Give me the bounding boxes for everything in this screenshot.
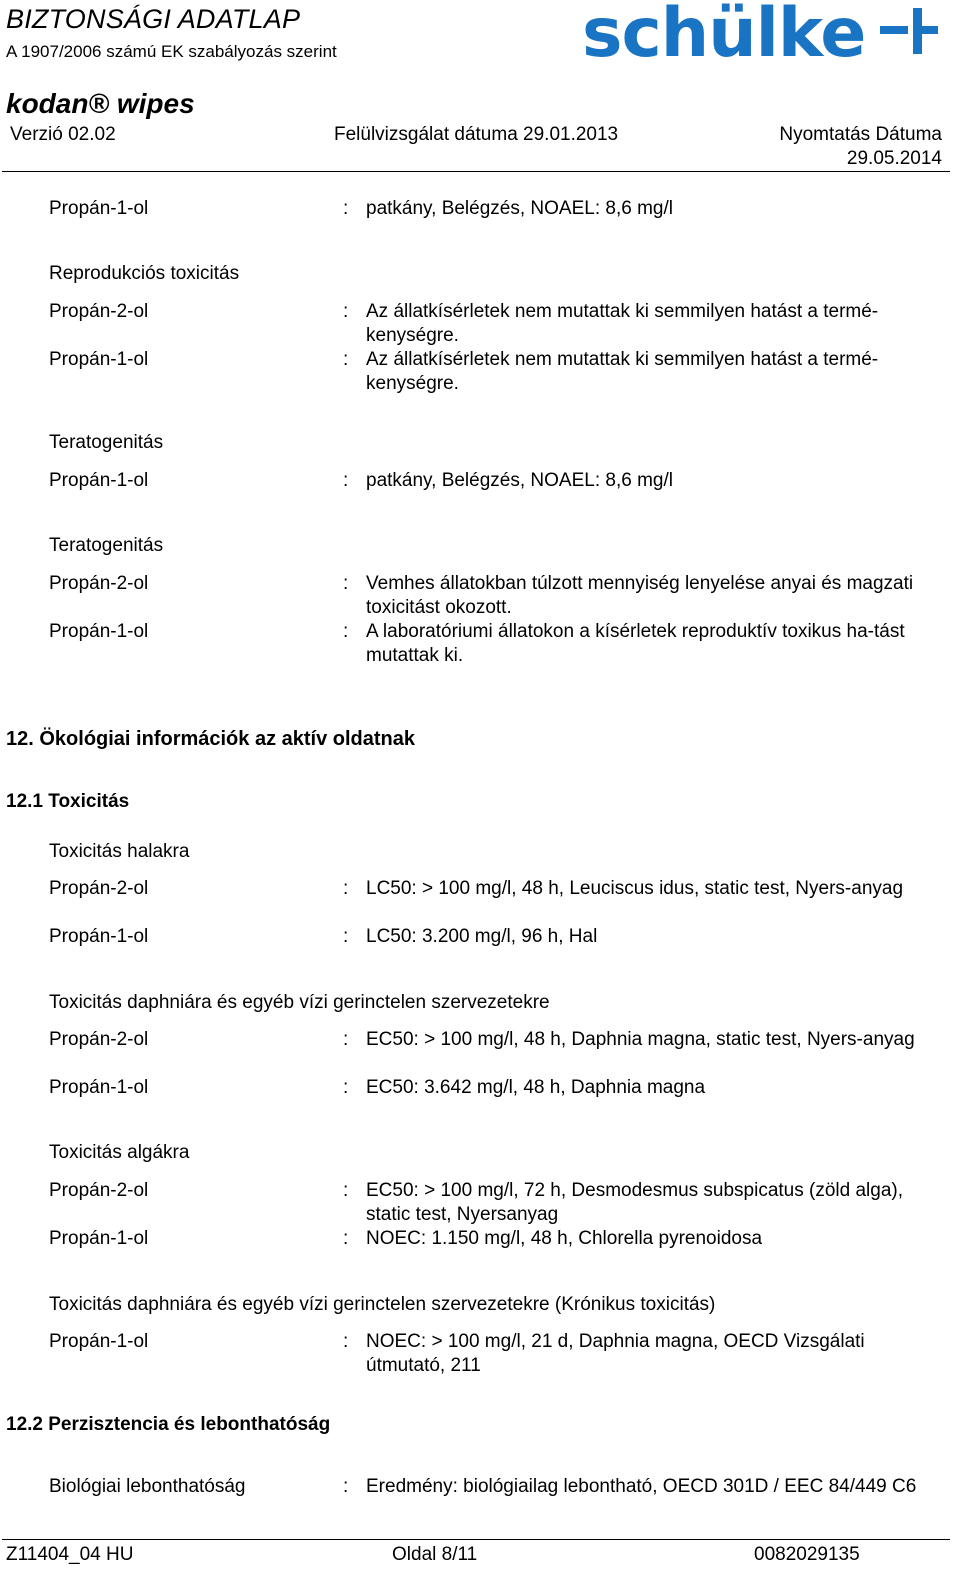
substance-value: Az állatkísérletek nem mutattak ki semmilyen hatást a termé-kenységre.	[366, 349, 879, 394]
substance-value: EC50: > 100 mg/l, 48 h, Daphnia magna, static test, Nyers-anyag	[366, 1029, 915, 1050]
substance-value: EC50: 3.642 mg/l, 48 h, Daphnia magna	[366, 1077, 706, 1098]
colon: :	[343, 1077, 349, 1098]
colon: :	[343, 878, 349, 899]
substance-label: Propán-2-ol	[49, 1180, 149, 1201]
document-title: BIZTONSÁGI ADATLAP	[6, 4, 301, 34]
header-rule	[2, 171, 950, 172]
section-12-2-heading: 12.2 Perzisztencia és lebonthatóság	[6, 1414, 331, 1435]
substance-label: Propán-1-ol	[49, 349, 149, 370]
substance-value: Vemhes állatokban túlzott mennyiség lenyelése anyai és magzati toxicitást okozott.	[366, 573, 914, 618]
subheading-chronic: Toxicitás daphniára és egyéb vízi gerinctelen szervezetekre (Krónikus toxicitás)	[49, 1294, 716, 1315]
substance-value: A laboratóriumi állatokon a kísérletek reproduktív toxikus ha-tást mutattak ki.	[366, 621, 905, 666]
svg-text:schülke: schülke	[582, 0, 866, 72]
substance-label: Biológiai lebonthatóság	[49, 1476, 246, 1497]
substance-value: EC50: > 100 mg/l, 72 h, Desmodesmus subspicatus (zöld alga), static test, Nyersanyag	[366, 1180, 904, 1225]
page-number: Oldal 8/11	[392, 1544, 478, 1565]
section-12-1-heading: 12.1 Toxicitás	[6, 791, 130, 812]
substance-value: patkány, Belégzés, NOAEL: 8,6 mg/l	[366, 198, 673, 219]
substance-value: NOEC: 1.150 mg/l, 48 h, Chlorella pyrenoidosa	[366, 1228, 763, 1249]
document-id: Z11404_04 HU	[6, 1544, 134, 1565]
substance-value: Eredmény: biológiailag lebontható, OECD 301D / EEC 84/449 C6	[366, 1476, 917, 1497]
substance-value: Az állatkísérletek nem mutattak ki semmilyen hatást a termé-kenységre.	[366, 301, 879, 346]
substance-value: LC50: 3.200 mg/l, 96 h, Hal	[366, 926, 598, 947]
colon: :	[343, 198, 349, 219]
substance-value: LC50: > 100 mg/l, 48 h, Leuciscus idus, static test, Nyers-anyag	[366, 878, 904, 899]
substance-label: Propán-1-ol	[49, 1331, 149, 1352]
substance-value: NOEC: > 100 mg/l, 21 d, Daphnia magna, OECD Vizsgálati útmutató, 211	[366, 1331, 865, 1376]
substance-label: Propán-1-ol	[49, 621, 149, 642]
substance-label: Propán-2-ol	[49, 1029, 149, 1050]
subheading-fish: Toxicitás halakra	[49, 841, 190, 862]
colon: :	[343, 1180, 349, 1201]
colon: :	[343, 1029, 349, 1050]
subheading-algae: Toxicitás algákra	[49, 1142, 190, 1163]
regulation-subtitle: A 1907/2006 számú EK szabályozás szerint	[6, 42, 337, 61]
colon: :	[343, 1228, 349, 1249]
schulke-logo	[582, 0, 942, 72]
print-date: 29.05.2014	[846, 148, 942, 169]
substance-value: patkány, Belégzés, NOAEL: 8,6 mg/l	[366, 470, 673, 491]
substance-label: Propán-1-ol	[49, 1228, 149, 1249]
substance-label: Propán-1-ol	[49, 470, 149, 491]
substance-label: Propán-2-ol	[49, 301, 149, 322]
colon: :	[343, 621, 349, 642]
colon: :	[343, 470, 349, 491]
version-label: Verzió 02.02	[10, 124, 116, 145]
footer-rule	[2, 1539, 950, 1540]
subheading-teratogenicity: Teratogenitás	[49, 535, 164, 556]
subheading-reproductive: Reprodukciós toxicitás	[49, 263, 240, 284]
colon: :	[343, 1476, 349, 1497]
revision-date: Felülvizsgálat dátuma 29.01.2013	[334, 124, 619, 145]
section-12-heading: 12. Ökológiai információk az aktív oldatnak	[6, 728, 416, 750]
product-code: 0082029135	[754, 1544, 860, 1565]
substance-label: Propán-2-ol	[49, 573, 149, 594]
subheading-daphnia: Toxicitás daphniára és egyéb vízi gerinctelen szervezetekre	[49, 992, 550, 1013]
substance-label: Propán-1-ol	[49, 1077, 149, 1098]
product-name: kodan® wipes	[6, 88, 195, 119]
substance-label: Propán-1-ol	[49, 198, 149, 219]
colon: :	[343, 349, 349, 370]
colon: :	[343, 301, 349, 322]
substance-label: Propán-1-ol	[49, 926, 149, 947]
substance-label: Propán-2-ol	[49, 878, 149, 899]
colon: :	[343, 573, 349, 594]
colon: :	[343, 926, 349, 947]
colon: :	[343, 1331, 349, 1352]
subheading-teratogenicity: Teratogenitás	[49, 432, 164, 453]
print-date-label: Nyomtatás Dátuma	[779, 124, 942, 145]
